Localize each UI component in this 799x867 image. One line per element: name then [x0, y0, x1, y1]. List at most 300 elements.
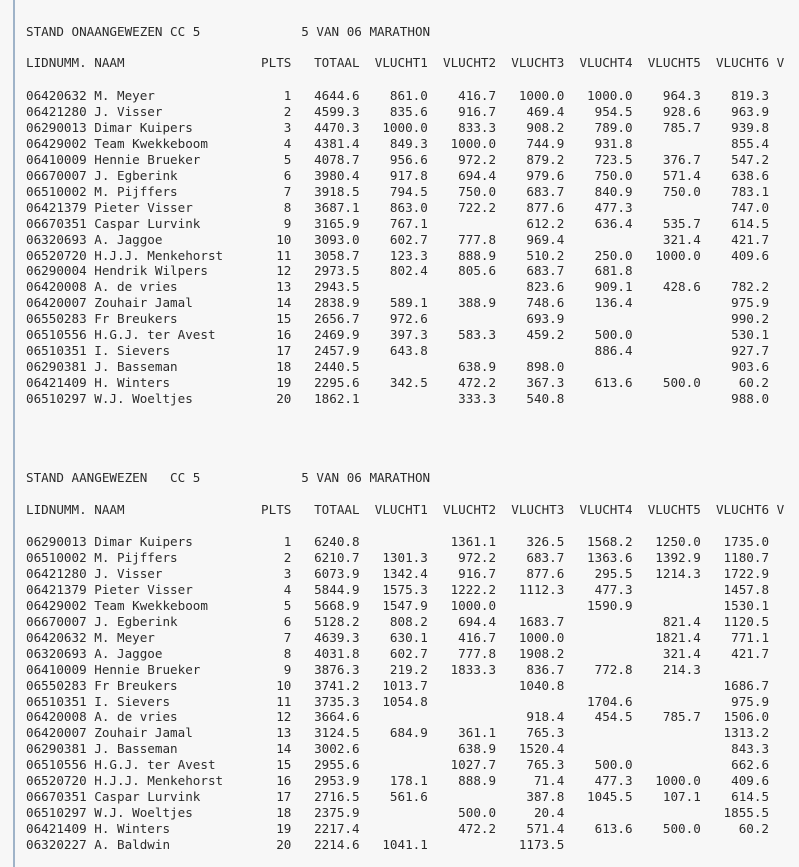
cell-totaal: 6210.7	[314, 549, 360, 565]
cell-lidnummer: 06520720	[26, 773, 87, 789]
cell-lidnummer: 06510351	[26, 343, 87, 359]
table-row	[26, 295, 799, 311]
cell-plts: 10	[276, 231, 292, 247]
cell-naam: I. Sievers	[94, 343, 171, 359]
table-row	[26, 694, 799, 710]
section-subtitle: 5 VAN 06 MARATHON	[301, 470, 431, 485]
cell-vlucht3: 683.7	[526, 549, 565, 565]
column-header-lidnummer: LIDNUMM.	[26, 55, 87, 70]
cell-vlucht2: 638.9	[458, 741, 497, 757]
cell-totaal: 4639.3	[314, 629, 360, 645]
cell-lidnummer: 06670351	[26, 789, 87, 805]
cell-naam: A. de vries	[94, 709, 178, 725]
cell-lidnummer: 06429002	[26, 135, 87, 151]
table-row	[26, 391, 799, 407]
column-header-vlucht3: VLUCHT3	[511, 502, 565, 517]
cell-vlucht4: 1704.6	[587, 693, 633, 709]
cell-lidnummer: 06421280	[26, 565, 87, 581]
table-row	[26, 88, 799, 104]
cell-naam: J. Egberink	[94, 167, 178, 183]
cell-vlucht6: 421.7	[731, 231, 770, 247]
cell-vlucht3: 877.6	[526, 565, 565, 581]
cell-naam: Zouhair Jamal	[94, 295, 193, 311]
standings-document	[26, 0, 799, 867]
cell-vlucht2: 972.2	[458, 151, 497, 167]
table-row	[26, 773, 799, 789]
cell-lidnummer: 06421379	[26, 581, 87, 597]
cell-vlucht6: 843.3	[731, 741, 770, 757]
cell-totaal: 3687.1	[314, 199, 360, 215]
cell-plts: 1	[283, 88, 292, 103]
table-row	[26, 837, 799, 853]
column-header-totaal: TOTAAL	[314, 502, 360, 517]
cell-naam: Hennie Brueker	[94, 151, 201, 167]
cell-lidnummer: 06410009	[26, 151, 87, 167]
cell-totaal: 6073.9	[314, 565, 360, 581]
cell-vlucht2: 750.0	[458, 183, 497, 199]
cell-lidnummer: 06320693	[26, 645, 87, 661]
cell-vlucht4: 772.8	[594, 661, 633, 677]
cell-plts: 10	[276, 677, 292, 693]
cell-vlucht5: 321.4	[662, 645, 701, 661]
cell-plts: 18	[276, 359, 292, 375]
cell-plts: 6	[283, 167, 292, 183]
cell-plts: 12	[276, 709, 292, 725]
cell-naam: M. Pijffers	[94, 183, 178, 199]
table-row	[26, 136, 799, 152]
cell-naam: Dimar Kuipers	[94, 534, 193, 549]
column-header-vlucht3: VLUCHT3	[511, 55, 565, 70]
cell-vlucht2: 694.4	[458, 613, 497, 629]
cell-vlucht6: 819.3	[731, 88, 770, 103]
cell-vlucht6: 1722.9	[723, 565, 770, 581]
cell-naam: Caspar Lurvink	[94, 789, 201, 805]
cell-vlucht4: 886.4	[594, 343, 633, 359]
cell-vlucht3: 540.8	[526, 391, 565, 407]
cell-totaal: 3124.5	[314, 725, 360, 741]
cell-vlucht3: 683.7	[526, 183, 565, 199]
cell-totaal: 2214.6	[314, 837, 360, 853]
cell-vlucht6: 782.2	[731, 279, 770, 295]
cell-plts: 6	[283, 613, 292, 629]
cell-totaal: 3093.0	[314, 231, 360, 247]
table-row	[26, 184, 799, 200]
cell-vlucht5: 1821.4	[655, 629, 701, 645]
cell-vlucht3: 1000.0	[518, 629, 565, 645]
cell-plts: 3	[283, 119, 292, 135]
column-header-vlucht6: VLUCHT6	[715, 502, 770, 517]
cell-vlucht3: 823.6	[526, 279, 565, 295]
cell-vlucht6: 614.5	[731, 215, 770, 231]
table-row	[26, 104, 799, 120]
cell-vlucht6: 409.6	[731, 773, 770, 789]
cell-vlucht1: 643.8	[389, 343, 428, 359]
cell-vlucht3: 571.4	[526, 821, 565, 837]
cell-vlucht1: 602.7	[389, 645, 428, 661]
cell-vlucht3: 20.4	[533, 805, 565, 821]
cell-plts: 11	[276, 693, 292, 709]
cell-vlucht5: 1000.0	[655, 773, 701, 789]
cell-plts: 8	[283, 645, 292, 661]
cell-vlucht2: 416.7	[458, 88, 497, 103]
cell-totaal: 2469.9	[314, 327, 360, 343]
cell-totaal: 4381.4	[314, 135, 360, 151]
column-header-vlucht7: V	[776, 55, 785, 70]
cell-totaal: 3002.6	[314, 741, 360, 757]
cell-vlucht4: 500.0	[594, 757, 633, 773]
cell-lidnummer: 06410009	[26, 661, 87, 677]
cell-plts: 19	[276, 821, 292, 837]
cell-plts: 13	[276, 279, 292, 295]
column-header-plts: PLTS	[261, 55, 292, 70]
cell-vlucht5: 785.7	[662, 119, 701, 135]
cell-vlucht5: 821.4	[662, 613, 701, 629]
cell-vlucht2: 1222.2	[450, 581, 497, 597]
table-row	[26, 200, 799, 216]
table-row	[26, 359, 799, 375]
cell-vlucht5: 500.0	[662, 821, 701, 837]
cell-plts: 18	[276, 805, 292, 821]
cell-totaal: 2375.9	[314, 805, 360, 821]
cell-vlucht1: 602.7	[389, 231, 428, 247]
cell-vlucht6: 988.0	[731, 391, 770, 407]
cell-vlucht5: 571.4	[662, 167, 701, 183]
cell-lidnummer: 06429002	[26, 597, 87, 613]
cell-vlucht6: 60.2	[738, 821, 770, 837]
cell-lidnummer: 06550283	[26, 677, 87, 693]
cell-vlucht3: 367.3	[526, 375, 565, 391]
table-row	[26, 168, 799, 184]
cell-vlucht1: 1575.3	[382, 581, 428, 597]
table-row	[26, 534, 799, 550]
cell-totaal: 3165.9	[314, 215, 360, 231]
cell-vlucht2: 583.3	[458, 327, 497, 343]
table-row	[26, 343, 799, 359]
cell-vlucht3: 898.0	[526, 359, 565, 375]
cell-lidnummer: 06550283	[26, 311, 87, 327]
cell-vlucht1: 561.6	[389, 789, 428, 805]
cell-vlucht4: 1363.6	[587, 549, 633, 565]
cell-vlucht5: 1392.9	[655, 549, 701, 565]
cell-vlucht6: 927.7	[731, 343, 770, 359]
section-title-onaangewezen	[26, 24, 799, 40]
table-row	[26, 709, 799, 725]
cell-naam: H.J.J. Menkehorst	[94, 247, 224, 263]
cell-totaal: 1862.1	[314, 391, 360, 407]
cell-vlucht6: 1735.0	[723, 534, 770, 549]
column-header-vlucht4: VLUCHT4	[579, 502, 633, 517]
cell-vlucht2: 805.6	[458, 263, 497, 279]
cell-vlucht5: 1214.3	[655, 565, 701, 581]
cell-plts: 9	[283, 215, 292, 231]
cell-lidnummer: 06320693	[26, 231, 87, 247]
cell-vlucht1: 342.5	[389, 375, 428, 391]
cell-vlucht5: 376.7	[662, 151, 701, 167]
cell-vlucht5: 1000.0	[655, 247, 701, 263]
cell-plts: 2	[283, 103, 292, 119]
cell-naam: A. Jaggoe	[94, 231, 163, 247]
table-row	[26, 821, 799, 837]
cell-vlucht6: 60.2	[738, 375, 770, 391]
cell-vlucht4: 477.3	[594, 199, 633, 215]
table-row	[26, 327, 799, 343]
cell-lidnummer: 06420008	[26, 709, 87, 725]
cell-vlucht4: 931.8	[594, 135, 633, 151]
cell-plts: 4	[283, 135, 292, 151]
cell-vlucht2: 472.2	[458, 375, 497, 391]
cell-naam: I. Sievers	[94, 693, 171, 709]
cell-totaal: 6240.8	[314, 534, 360, 549]
cell-lidnummer: 06290013	[26, 119, 87, 135]
table-row	[26, 646, 799, 662]
cell-vlucht2: 777.8	[458, 231, 497, 247]
cell-naam: J. Visser	[94, 565, 163, 581]
table-row	[26, 805, 799, 821]
cell-naam: J. Basseman	[94, 359, 178, 375]
cell-vlucht2: 1000.0	[450, 597, 497, 613]
column-header-vlucht5: VLUCHT5	[647, 502, 701, 517]
cell-vlucht2: 777.8	[458, 645, 497, 661]
cell-lidnummer: 06510002	[26, 549, 87, 565]
cell-vlucht3: 612.2	[526, 215, 565, 231]
cell-lidnummer: 06420632	[26, 629, 87, 645]
cell-naam: J. Egberink	[94, 613, 178, 629]
cell-plts: 3	[283, 565, 292, 581]
cell-plts: 9	[283, 661, 292, 677]
cell-vlucht3: 836.7	[526, 661, 565, 677]
cell-naam: Hennie Brueker	[94, 661, 201, 677]
cell-vlucht1: 972.6	[389, 311, 428, 327]
cell-plts: 19	[276, 375, 292, 391]
table-row	[26, 598, 799, 614]
cell-lidnummer: 06290381	[26, 359, 87, 375]
cell-vlucht3: 908.2	[526, 119, 565, 135]
cell-vlucht1: 1013.7	[382, 677, 428, 693]
cell-vlucht2: 472.2	[458, 821, 497, 837]
cell-vlucht2: 333.3	[458, 391, 497, 407]
cell-plts: 2	[283, 549, 292, 565]
cell-vlucht3: 765.3	[526, 725, 565, 741]
cell-plts: 15	[276, 311, 292, 327]
cell-plts: 16	[276, 327, 292, 343]
cell-plts: 5	[283, 597, 292, 613]
cell-lidnummer: 06670007	[26, 167, 87, 183]
cell-vlucht5: 321.4	[662, 231, 701, 247]
cell-totaal: 2838.9	[314, 295, 360, 311]
cell-plts: 16	[276, 773, 292, 789]
cell-vlucht1: 1301.3	[382, 549, 428, 565]
cell-vlucht6: 1506.0	[723, 709, 770, 725]
cell-lidnummer: 06510002	[26, 183, 87, 199]
cell-vlucht1: 589.1	[389, 295, 428, 311]
cell-vlucht5: 785.7	[662, 709, 701, 725]
cell-vlucht1: 802.4	[389, 263, 428, 279]
cell-vlucht4: 723.5	[594, 151, 633, 167]
cell-naam: W.J. Woeltjes	[94, 805, 193, 821]
cell-vlucht1: 684.9	[389, 725, 428, 741]
cell-vlucht2: 888.9	[458, 773, 497, 789]
column-header-vlucht1: VLUCHT1	[374, 502, 428, 517]
table-row	[26, 725, 799, 741]
cell-naam: M. Meyer	[94, 88, 155, 103]
table-row	[26, 678, 799, 694]
cell-vlucht6: 421.7	[731, 645, 770, 661]
cell-plts: 7	[283, 183, 292, 199]
cell-vlucht5: 107.1	[662, 789, 701, 805]
cell-vlucht5: 928.6	[662, 103, 701, 119]
cell-vlucht4: 1000.0	[587, 88, 633, 103]
cell-totaal: 4031.8	[314, 645, 360, 661]
cell-lidnummer: 06320227	[26, 837, 87, 853]
column-header-vlucht5: VLUCHT5	[647, 55, 701, 70]
cell-vlucht6: 783.1	[731, 183, 770, 199]
cell-vlucht1: 397.3	[389, 327, 428, 343]
cell-naam: H.G.J. ter Avest	[94, 757, 216, 773]
cell-vlucht1: 1054.8	[382, 693, 428, 709]
cell-vlucht3: 969.4	[526, 231, 565, 247]
cell-vlucht4: 681.8	[594, 263, 633, 279]
cell-vlucht5: 428.6	[662, 279, 701, 295]
cell-naam: A. de vries	[94, 279, 178, 295]
cell-naam: Zouhair Jamal	[94, 725, 193, 741]
cell-vlucht2: 972.2	[458, 549, 497, 565]
cell-vlucht2: 638.9	[458, 359, 497, 375]
cell-naam: Team Kwekkeboom	[94, 597, 208, 613]
cell-vlucht2: 1027.7	[450, 757, 497, 773]
cell-vlucht6: 1313.2	[723, 725, 770, 741]
cell-lidnummer: 06421409	[26, 375, 87, 391]
cell-lidnummer: 06420007	[26, 295, 87, 311]
cell-vlucht1: 630.1	[389, 629, 428, 645]
cell-vlucht4: 1568.2	[587, 534, 633, 549]
cell-totaal: 4470.3	[314, 119, 360, 135]
table-row	[26, 248, 799, 264]
cell-vlucht2: 694.4	[458, 167, 497, 183]
column-header-vlucht2: VLUCHT2	[443, 55, 497, 70]
cell-totaal: 2973.5	[314, 263, 360, 279]
cell-naam: Pieter Visser	[94, 199, 193, 215]
cell-vlucht6: 855.4	[731, 135, 770, 151]
cell-lidnummer: 06510556	[26, 757, 87, 773]
cell-vlucht1: 123.3	[389, 247, 428, 263]
cell-vlucht3: 683.7	[526, 263, 565, 279]
table-row	[26, 120, 799, 136]
cell-lidnummer: 06510556	[26, 327, 87, 343]
table-row	[26, 741, 799, 757]
cell-vlucht6: 1120.5	[723, 613, 770, 629]
cell-vlucht6: 1855.5	[723, 805, 770, 821]
cell-vlucht4: 789.0	[594, 119, 633, 135]
cell-totaal: 3741.2	[314, 677, 360, 693]
cell-vlucht1: 861.0	[389, 88, 428, 103]
cell-plts: 17	[276, 789, 292, 805]
cell-totaal: 3876.3	[314, 661, 360, 677]
table-row	[26, 232, 799, 248]
cell-vlucht5: 214.3	[662, 661, 701, 677]
cell-vlucht1: 849.3	[389, 135, 428, 151]
column-header-vlucht1: VLUCHT1	[374, 55, 428, 70]
cell-lidnummer: 06420632	[26, 88, 87, 103]
table-row	[26, 279, 799, 295]
cell-naam: M. Pijffers	[94, 549, 178, 565]
cell-naam: H. Winters	[94, 375, 171, 391]
cell-lidnummer: 06420007	[26, 725, 87, 741]
cell-totaal: 2955.6	[314, 757, 360, 773]
cell-naam: H.G.J. ter Avest	[94, 327, 216, 343]
cell-vlucht3: 918.4	[526, 709, 565, 725]
section-title: STAND AANGEWEZEN CC 5	[26, 470, 201, 485]
section-title-aangewezen	[26, 470, 799, 486]
cell-vlucht2: 416.7	[458, 629, 497, 645]
cell-vlucht3: 1173.5	[518, 837, 565, 853]
cell-vlucht4: 613.6	[594, 821, 633, 837]
cell-naam: Pieter Visser	[94, 581, 193, 597]
cell-plts: 4	[283, 581, 292, 597]
cell-vlucht3: 71.4	[533, 773, 565, 789]
table-row	[26, 566, 799, 582]
table-row	[26, 550, 799, 566]
cell-vlucht6: 1180.7	[723, 549, 770, 565]
cell-vlucht6: 638.6	[731, 167, 770, 183]
cell-totaal: 2953.9	[314, 773, 360, 789]
cell-lidnummer: 06290381	[26, 741, 87, 757]
cell-vlucht6: 975.9	[731, 295, 770, 311]
cell-vlucht4: 477.3	[594, 581, 633, 597]
cell-vlucht6: 1457.8	[723, 581, 770, 597]
cell-vlucht4: 1045.5	[587, 789, 633, 805]
column-header-plts: PLTS	[261, 502, 292, 517]
cell-vlucht2: 1000.0	[450, 135, 497, 151]
table-row	[26, 263, 799, 279]
cell-vlucht3: 469.4	[526, 103, 565, 119]
cell-plts: 20	[276, 837, 292, 853]
cell-vlucht1: 1000.0	[382, 119, 428, 135]
cell-lidnummer: 06290013	[26, 534, 87, 549]
cell-vlucht3: 1683.7	[518, 613, 565, 629]
table-row	[26, 582, 799, 598]
cell-vlucht3: 387.8	[526, 789, 565, 805]
column-header-naam: NAAM	[94, 502, 125, 517]
cell-vlucht3: 1000.0	[518, 88, 565, 103]
cell-naam: Hendrik Wilpers	[94, 263, 208, 279]
cell-plts: 13	[276, 725, 292, 741]
cell-totaal: 2716.5	[314, 789, 360, 805]
cell-lidnummer: 06670351	[26, 215, 87, 231]
cell-vlucht3: 877.6	[526, 199, 565, 215]
cell-vlucht6: 990.2	[731, 311, 770, 327]
cell-vlucht2: 888.9	[458, 247, 497, 263]
cell-vlucht4: 909.1	[594, 279, 633, 295]
cell-vlucht4: 636.4	[594, 215, 633, 231]
cell-vlucht1: 956.6	[389, 151, 428, 167]
cell-totaal: 2457.9	[314, 343, 360, 359]
cell-plts: 17	[276, 343, 292, 359]
cell-vlucht1: 794.5	[389, 183, 428, 199]
cell-vlucht4: 500.0	[594, 327, 633, 343]
cell-vlucht3: 459.2	[526, 327, 565, 343]
table-header	[26, 502, 799, 518]
cell-vlucht4: 613.6	[594, 375, 633, 391]
cell-naam: Team Kwekkeboom	[94, 135, 208, 151]
cell-vlucht6: 547.2	[731, 151, 770, 167]
cell-totaal: 2943.5	[314, 279, 360, 295]
cell-vlucht4: 454.5	[594, 709, 633, 725]
column-header-totaal: TOTAAL	[314, 55, 360, 70]
cell-vlucht3: 979.6	[526, 167, 565, 183]
cell-vlucht6: 771.1	[731, 629, 770, 645]
cell-naam: J. Visser	[94, 103, 163, 119]
cell-vlucht1: 1041.1	[382, 837, 428, 853]
